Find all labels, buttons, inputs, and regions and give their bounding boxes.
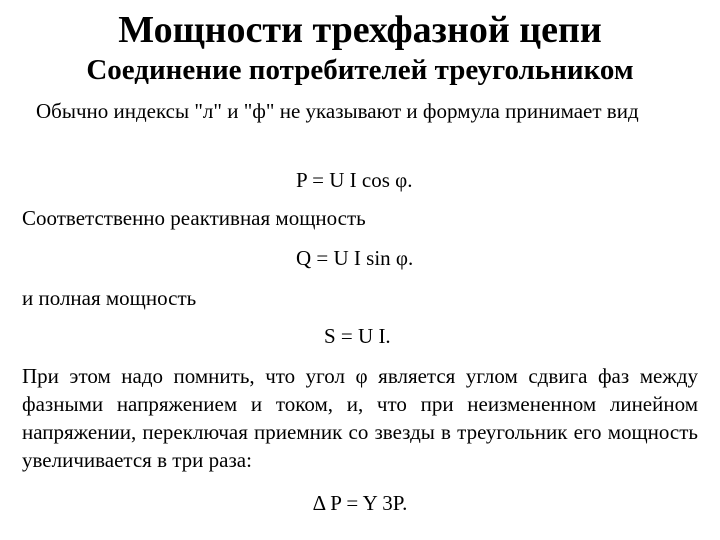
slide-subtitle: Соединение потребителей треугольником	[86, 54, 634, 86]
slide-title: Мощности трехфазной цепи	[118, 9, 602, 51]
formula-full-power: S = U I.	[324, 324, 391, 348]
formula-reactive-power: Q = U I sin φ.	[296, 246, 414, 270]
intro-paragraph: Обычно индексы "л" и "ф" не указывают и формула принимает вид	[36, 99, 639, 123]
formula-active-power: P = U I cos φ.	[296, 168, 413, 192]
full-power-paragraph: и полная мощность	[22, 286, 197, 310]
formula-delta-power: Δ P = Y 3P.	[312, 491, 408, 515]
note-paragraph: При этом надо помнить, что угол φ является углом сдвига фаз между фазными напряжением и током, и, что при неизмененном линейном напряжении, переключая приемник со звезды в треугольник его мощность увеличивается в три раза:	[22, 364, 698, 472]
reactive-power-paragraph: Соответственно реактивная мощность	[22, 206, 366, 230]
